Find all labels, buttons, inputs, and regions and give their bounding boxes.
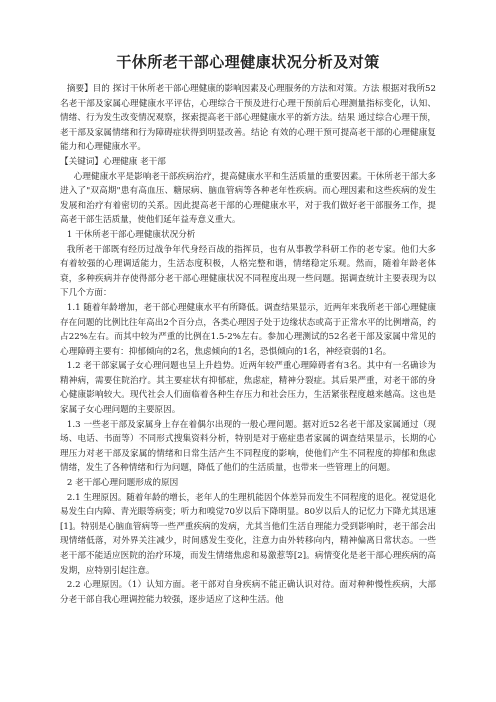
paragraph-s22: 2.2 心理原因。（1）认知方面。老干部对自身疾病不能正确认识对待。面对种种慢性疾病，大部分老干部自我心理调控能力较强，逐步适应了这种生活。他 [60, 580, 436, 605]
paragraph-s12: 1.2 老干部家属子女心理问题也呈上升趋势。近两年较严重心理障碍者有3名。其中有一名确诊为精神病，需要住院治疗。其主要症状有抑郁症，焦虑症，精神分裂症。其后果严重，对老干部的身心健康影响较大。现代社会人们面临着各种生存压力和社会压力，生活紧张程度越来越高。这也是家属子女心理问题的主要原因。 [60, 361, 436, 416]
paragraph-abstract: 摘要】目的 探讨干休所老干部心理健康的影响因素及心理服务的方法和对策。方法 根据对我所52名老干部及家属心理健康水平评估，心理综合干预及进行心理干预前后心理测量指标变化，认知、情绪、行为发生改变情况观察，探索提高老干部心理健康水平的新方法。结果 通过综合心理干预，老干部及家属情绪和行为障碍症状得到明显改善。结论 有效的心理干预可提高老干部的心理健康复能力和心理健康水平。 [60, 84, 436, 153]
paragraph-intro: 心理健康水平是影响老干部疾病治疗，提高健康水平和生活质量的重要因素。干休所老干部大多进入了"双高期"患有高血压、糖尿病、脑血管病等各种老年性疾病。而心理因素和这些疾病的发生发展和治疗有着密切的关系。因此提高老干部的心理健康水平，对于我们做好老干部服务工作，提高老干部生活质量，使他们延年益寿意义重大。 [60, 171, 436, 226]
paragraph-keywords: 【关键词】心理健康 老干部 [60, 156, 166, 167]
paragraph-s1p: 我所老干部既有经历过战争年代身经百战的指挥员，也有从事教学科研工作的老专家。他们大多有着较强的心理调适能力，生活态度积极，人格完整和谐，情绪稳定乐观。然而，随着年龄老体衰，多种疾病并存使得部分老干部心理健康状况不同程度出现一些问题。据调查统计主要表现为以下几个方面： [60, 244, 436, 299]
paragraph-s1: 1 干休所老干部心理健康状况分析 [66, 229, 196, 240]
document-body [60, 82, 436, 607]
paragraph-s2: 2 老干部心理问题形成的原因 [66, 478, 179, 489]
document-title: 干休所老干部心理健康状况分析及对策 [116, 53, 380, 71]
paragraph-s11: 1.1 随着年龄增加，老干部心理健康水平有所降低。调查结果显示，近两年来我所老干部心理健康存在问题的比例比往年高出2个百分点，各类心理因子处于边缘状态或高于正常水平的比例增高，约占22%左右。而其中较为严重的比例在1.5-2%左右。参加心理测试的52名老干部及家属中常见的心理障碍主要有：抑郁倾向的2名，焦虑倾向的1名，恐惧倾向的1名，神经衰弱的1名。 [60, 302, 436, 357]
paragraph-s21: 2.1 生理原因。随着年龄的增长，老年人的生理机能因个体差异而发生不同程度的退化。视觉退化易发生白内障、青光眼等病变；听力和嗅觉70岁以后下降明显。80岁以后人的记忆力下降尤其迅速[1]。特别是心脑血管病等一些严重疾病的发病，尤其当他们生活自理能力受到影响时，老干部会出现情绪低落，对外界关注减少，时间感发生变化，注意力由外转移向内，精神偏离日常状态。一些老干部不能适应医院的治疗环境，而发生情绪焦虑和易激惹等[2]。病情变化是老干部心理疾病的高发期，应特别引起注意。 [60, 492, 436, 576]
paragraph-s13: 1.3 一些老干部及家属身上存在着偶尔出现的一般心理问题。据对近52名老干部及家属通过（现场、电话、书面等）不同形式搜集资料分析，特别是对于癌症患者家属的调查结果显示，长期的心理压力对老干部及家属的情绪和日常生活产生不同程度的影响，使他们产生不同程度的抑郁和焦虑情绪，发生了各种情绪和行为问题，降低了他们的生活质量，也带来一些管理上的问题。 [60, 419, 436, 474]
